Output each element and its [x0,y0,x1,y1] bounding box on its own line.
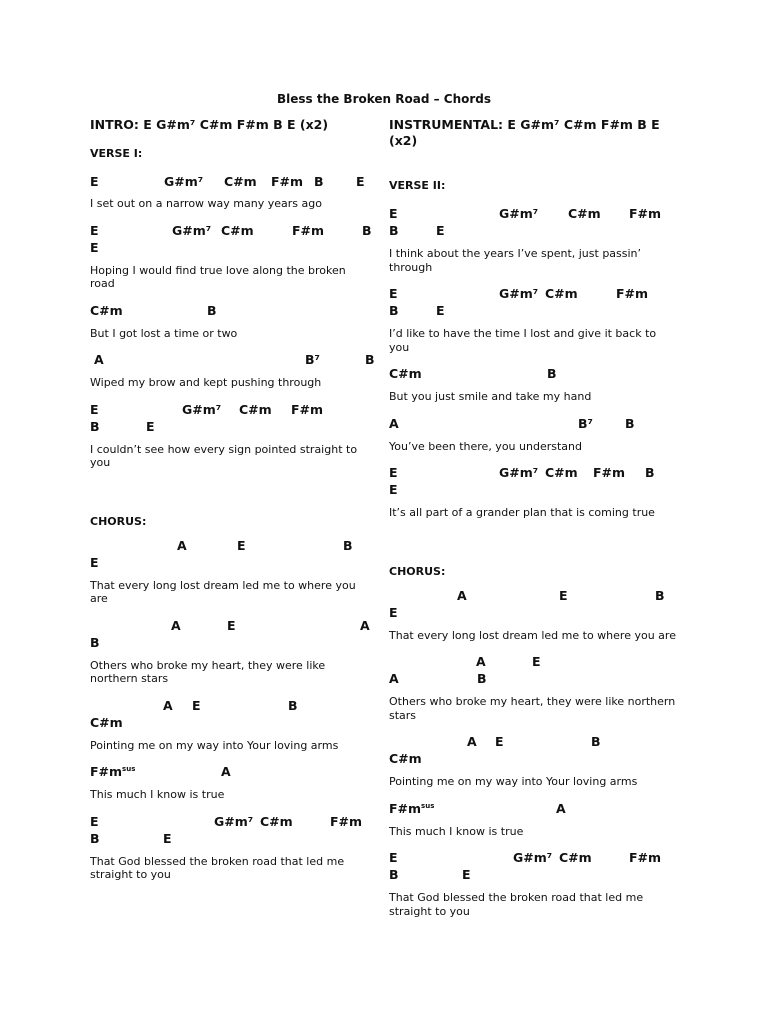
chord: G#m⁷ [164,174,204,189]
chord: E [227,617,236,633]
lyric-line: But I got lost a time or two [90,326,238,340]
chord-line [90,537,372,571]
chord: E [559,587,568,603]
chord-line [90,222,372,256]
chord: B [389,223,399,238]
chord: B [655,587,665,603]
chord: B [90,830,100,846]
chord: G#m⁷ [499,465,539,480]
chord: A [163,697,173,713]
lyric-line: This much I know is true [90,788,225,801]
chord: C#m [239,401,272,417]
chord-line [90,173,372,207]
chord [90,763,135,783]
spacer [389,531,679,565]
lyric-line: Hoping I would find true love along the broken road [90,263,346,290]
chord: A [389,415,399,431]
chord: B [90,634,100,650]
chord: F#m [616,286,649,301]
chord: A [467,734,477,749]
chord: B⁷ [305,352,321,367]
chord: F#m [271,174,304,189]
chord [389,800,434,820]
chord: F#m [629,850,662,865]
verse-1-label: VERSE I: [90,147,143,160]
chord: A [177,537,187,553]
chord: B [343,537,353,553]
chord: E [436,303,445,318]
chord: E [163,830,172,846]
spacer [90,481,372,515]
chord-line [389,464,679,498]
chord: G#m⁷ [513,850,553,865]
chord-suffix: sus [421,801,435,810]
lyric-line: That God blessed the broken road that led me straight to you [90,854,345,881]
chord: C#m [389,751,422,766]
chord: E [192,697,201,713]
chord: B [591,734,601,749]
chord: E [389,850,398,865]
chord: B [477,671,487,686]
chord: B [90,418,100,434]
lyric-line: But you just smile and take my hand [389,390,592,403]
chord-line [90,617,372,651]
lyric-line: Pointing me on my way into Your loving arms [90,738,339,752]
chord: B [362,222,372,238]
chord: A [556,800,566,816]
chord: C#m [568,206,601,221]
chord: F#m [629,206,662,221]
lyric-line: That every long lost dream led me to where you are [389,628,676,642]
chord: E [90,222,99,238]
lyric-line: Others who broke my heart, they were like northern stars [389,695,676,722]
lyric-line: That God blessed the broken road that led me straight to you [389,891,644,918]
chord: C#m [90,302,123,318]
chord: A [171,617,181,633]
chord: B [207,302,217,318]
chord: C#m [260,813,293,829]
chord: G#m⁷ [182,401,222,417]
chord-line [90,302,372,319]
instrumental-heading: INSTRUMENTAL: E G#m⁷ C#m F#m B E (x2) [389,117,660,148]
chord-line [389,849,679,883]
chord: G#m⁷ [172,222,212,238]
chord: B [389,303,399,318]
lyric-line: I couldn’t see how every sign pointed straight to you [90,442,358,469]
chord: C#m [545,286,578,301]
chord: E [389,286,398,301]
lyric-line: Pointing me on my way into Your loving arms [389,775,638,788]
chord-line [90,763,372,780]
right-column [389,117,679,929]
chord: E [495,734,504,749]
chord: B [625,415,635,431]
chord: G#m⁷ [499,206,539,221]
chord-line [389,653,679,687]
chord: B [547,366,557,381]
chord: C#m [221,222,254,238]
lyric-line: You’ve been there, you understand [389,439,582,453]
lyric-line: I think about the years I’ve spent, just passin’ through [389,247,642,274]
chord-line [389,365,679,382]
chord: C#m [559,850,592,865]
chord: B [365,352,375,367]
chord-suffix: sus [122,765,136,773]
chord: A [360,617,370,633]
chord-line [389,587,679,621]
lyric-line: Others who broke my heart, they were like northern stars [90,658,326,685]
chord-line [389,285,679,319]
lyric-line: This much I know is true [389,824,524,838]
chord: A [389,671,399,686]
chord: E [436,223,445,238]
chord: G#m⁷ [214,813,254,829]
left-column [90,117,375,893]
chord-line [90,813,372,847]
intro-heading: INTRO: E G#m⁷ C#m F#m B E (x2) [90,117,329,132]
chord: E [90,813,99,829]
chord: B [645,465,655,480]
lyric-line: I set out on a narrow way many years ago [90,197,322,210]
chord-line [389,415,679,432]
chord: E [389,465,398,480]
chord-line [90,351,375,368]
chord-line [389,733,679,767]
lyric-line: It’s all part of a grander plan that is coming true [389,506,655,519]
chord: C#m [389,366,422,381]
chord: A [457,587,467,603]
chord: E [90,554,99,570]
chord: B⁷ [578,415,594,431]
chord: F#m [292,222,325,238]
chord: E [237,537,246,553]
chord: F#m [330,813,363,829]
chord: B [389,867,399,882]
chord-line [90,401,372,435]
chord: B [314,174,324,189]
document-title: Bless the Broken Road – Chords [276,92,492,106]
chord: F#m [291,401,324,417]
chord: E [462,867,471,882]
chord: E [146,418,155,434]
chord: C#m [545,465,578,480]
chord: C#m [224,174,257,189]
lyric-line: Wiped my brow and kept pushing through [90,376,322,389]
chord-root: F#m [90,764,123,779]
chorus-label: CHORUS: [389,564,446,578]
chord: E [389,604,398,620]
chord: E [389,482,398,497]
chord: E [90,174,99,189]
chord-line [90,697,372,731]
chord-line [389,800,679,817]
chord: E [356,174,365,189]
chorus-label: CHORUS: [90,514,147,528]
chord: C#m [90,714,123,730]
chord: E [389,206,398,221]
chord: E [90,239,99,255]
chord: A [94,352,104,367]
chord-line [389,205,679,239]
chord-root: F#m [389,800,422,816]
chord: F#m [593,465,626,480]
chord: E [532,654,541,669]
lyric-line: I’d like to have the time I lost and give it back to you [389,327,657,354]
chord: A [221,764,231,779]
lyric-line: That every long lost dream led me to where you are [90,578,356,605]
chord: A [476,654,486,669]
chord: B [288,697,298,713]
verse-2-label: VERSE II: [389,179,446,192]
chord: E [90,401,99,417]
chord: G#m⁷ [499,286,539,301]
